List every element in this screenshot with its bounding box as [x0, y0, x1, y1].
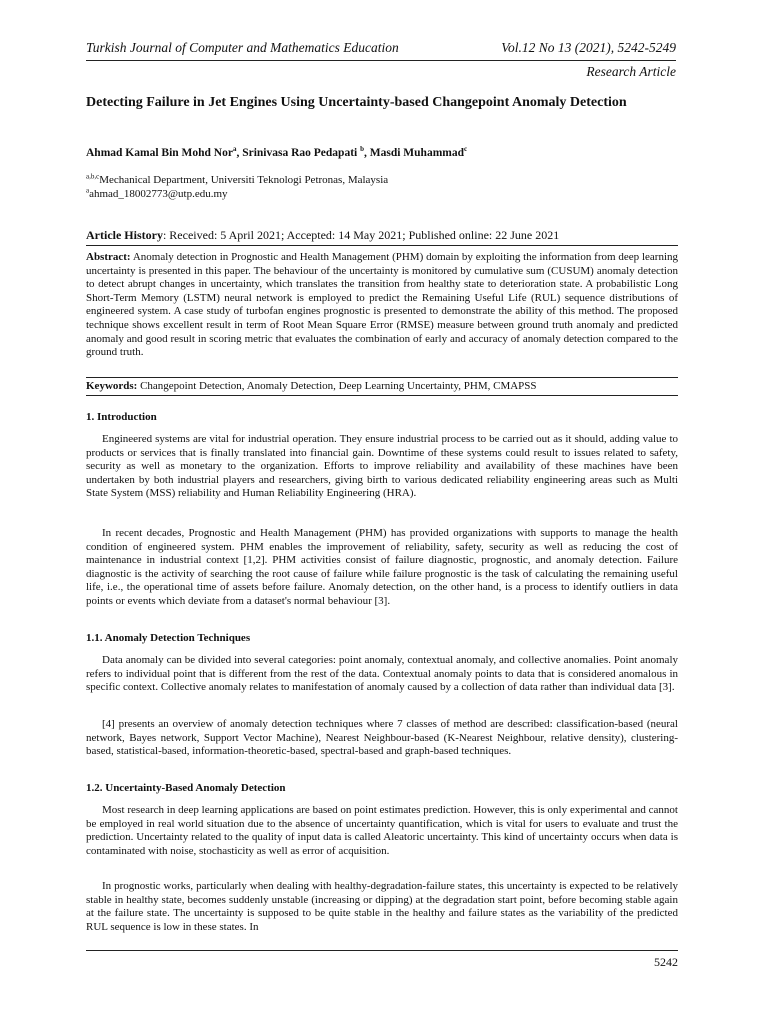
keywords-bottom-rule	[86, 395, 678, 396]
keywords	[86, 380, 678, 392]
affiliation-email-line	[86, 187, 388, 201]
author-list	[86, 147, 467, 159]
abstract-top-rule	[86, 245, 678, 246]
abstract-text: Anomaly detection in Prognostic and Health Management (PHM) domain by exploiting the information from deep learning uncertainty is presented in this paper. The behaviour of the uncertainty is monitored by cumulative sum (CUSUM) anomaly detection to detect abrupt changes in uncertainty, which translates the transition from healthy state to deterioration state. A probabilistic Long Short-Term Memory (LSTM) neural network is employed to predict the Remaining Useful Life (RUL) sequence distributions of engineered system. A case study of turbofan engines prognostic is presented to demonstrate the ability of this method. The proposed technique shows excellent result in term of Root Mean Square Error (RMSE) measure between ground truth anomaly and predicted anomaly and good result in scoring metric that evaluates the combination of early and accuracy of anomaly detection compared to the ground truth.	[86, 251, 678, 359]
section-heading-anomaly-techniques: 1.1. Anomaly Detection Techniques	[86, 632, 251, 644]
paragraph-intro-2: In recent decades, Prognostic and Health Management (PHM) has provided organizations with supports to manage the health condition of engineered system. PHM enables the improvement of reliability, safety, security as well as reducing the cost of maintenance in industrial context [1,2]. PHM activities consist of failure diagnostic, prognostic, and anomaly detection. Failure diagnostic is the activity of searching the root cause of failure while failure prognostic is the task of calculating the remaining useful life, i.e., the operational time of assets before failure. Anomaly detection, on the other hand, is a process to identify outliers in data points or events which deviate from a dataset's normal behaviour [3].	[86, 527, 678, 607]
keywords-label: Keywords:	[86, 380, 138, 392]
affiliation-sup: a,b,c	[86, 172, 100, 181]
abstract	[86, 251, 678, 360]
author-email: ahmad_18002773@utp.edu.my	[89, 188, 228, 200]
page-number: 5242	[654, 955, 678, 969]
section-heading-introduction: 1. Introduction	[86, 411, 157, 423]
author-1-sup: a	[232, 145, 237, 154]
history-dates: : Received: 5 April 2021; Accepted: 14 May 2021; Published online: 22 June 2021	[162, 228, 560, 242]
email-sup: a	[86, 186, 90, 195]
footer-rule	[86, 950, 678, 951]
author-2: , Srinivasa Rao Pedapati	[236, 147, 361, 159]
affiliation-dept: Mechanical Department, Universiti Teknologi Petronas, Malaysia	[99, 174, 389, 186]
author-1: Ahmad Kamal Bin Mohd Nor	[86, 147, 233, 159]
paragraph-intro-1: Engineered systems are vital for industrial operation. They ensure industrial process to be carried out as it should, adding value to products or services that is finally translated into financial gain. Downtime of these systems could result to issues related to safety, security as well as monetary to the organization. Efforts to improve reliability and availability of these machines have been undertaken by both industrial players and researchers, giving birth to various dedicated reliability engineering areas such as Multi State System (MSS) reliability and Human Reliability Engineering (HRA).	[86, 433, 678, 500]
header-rule	[86, 60, 676, 61]
keywords-top-rule	[86, 377, 678, 378]
paragraph-anomaly-1: Data anomaly can be divided into several categories: point anomaly, contextual anomaly, and collective anomalies. Point anomaly refers to individual point that is different from the rest of the data. Contextual anomaly points to data that is considered anomalous in specific context. Collective anomaly relates to manifestation of anomaly caused by a collection of data rather than individual data [3].	[86, 654, 678, 694]
keywords-text: Changepoint Detection, Anomaly Detection, Deep Learning Uncertainty, PHM, CMAPSS	[137, 380, 537, 392]
author-2-sup: b	[360, 145, 365, 154]
author-3: , Masdi Muhammad	[364, 147, 465, 159]
article-type: Research Article	[586, 64, 676, 79]
affiliation-dept-line	[86, 173, 388, 187]
journal-volume: Vol.12 No 13 (2021), 5242-5249	[501, 40, 676, 55]
journal-name: Turkish Journal of Computer and Mathematics Education	[86, 40, 399, 55]
abstract-label: Abstract:	[86, 251, 131, 263]
section-heading-uncertainty-based: 1.2. Uncertainty-Based Anomaly Detection	[86, 782, 286, 794]
paper-title: Detecting Failure in Jet Engines Using Uncertainty-based Changepoint Anomaly Detection	[86, 95, 627, 110]
author-3-sup: c	[464, 145, 468, 154]
affiliation	[86, 173, 388, 201]
paragraph-anomaly-2: [4] presents an overview of anomaly detection techniques where 7 classes of method are described: classification-based (neural network, Bayes network, Support Vector Machine), Nearest Neighbour-based (K-Nearest Neighbour, relative density), clustering-based, statistical-based, information-theoretic-based, spectral-based and graph-based techniques.	[86, 718, 678, 758]
article-history	[86, 228, 559, 243]
paragraph-uncertainty-1: Most research in deep learning applications are based on point estimates prediction. However, this is only experimental and cannot be employed in real world situation due to the absence of uncertainty quantification, which is vital for users to evaluate and trust the prediction. Uncertainty related to the quality of input data is called Aleatoric uncertainty. This kind of uncertainty occurs when data is contaminated with noise, stochasticity as well as error of acquisition.	[86, 804, 678, 857]
history-label: Article History	[86, 228, 163, 242]
paragraph-uncertainty-2: In prognostic works, particularly when dealing with healthy-degradation-failure states, this uncertainty is expected to be relatively stable in healthy state, becomes suddenly unstable (increasing or dipping) at the degradation start point, before becoming stable again at the failure state. The uncertainty is supposed to be quite stable in the healthy and failure states as the variability of the predicted RUL sequence is low in these states. In	[86, 880, 678, 933]
